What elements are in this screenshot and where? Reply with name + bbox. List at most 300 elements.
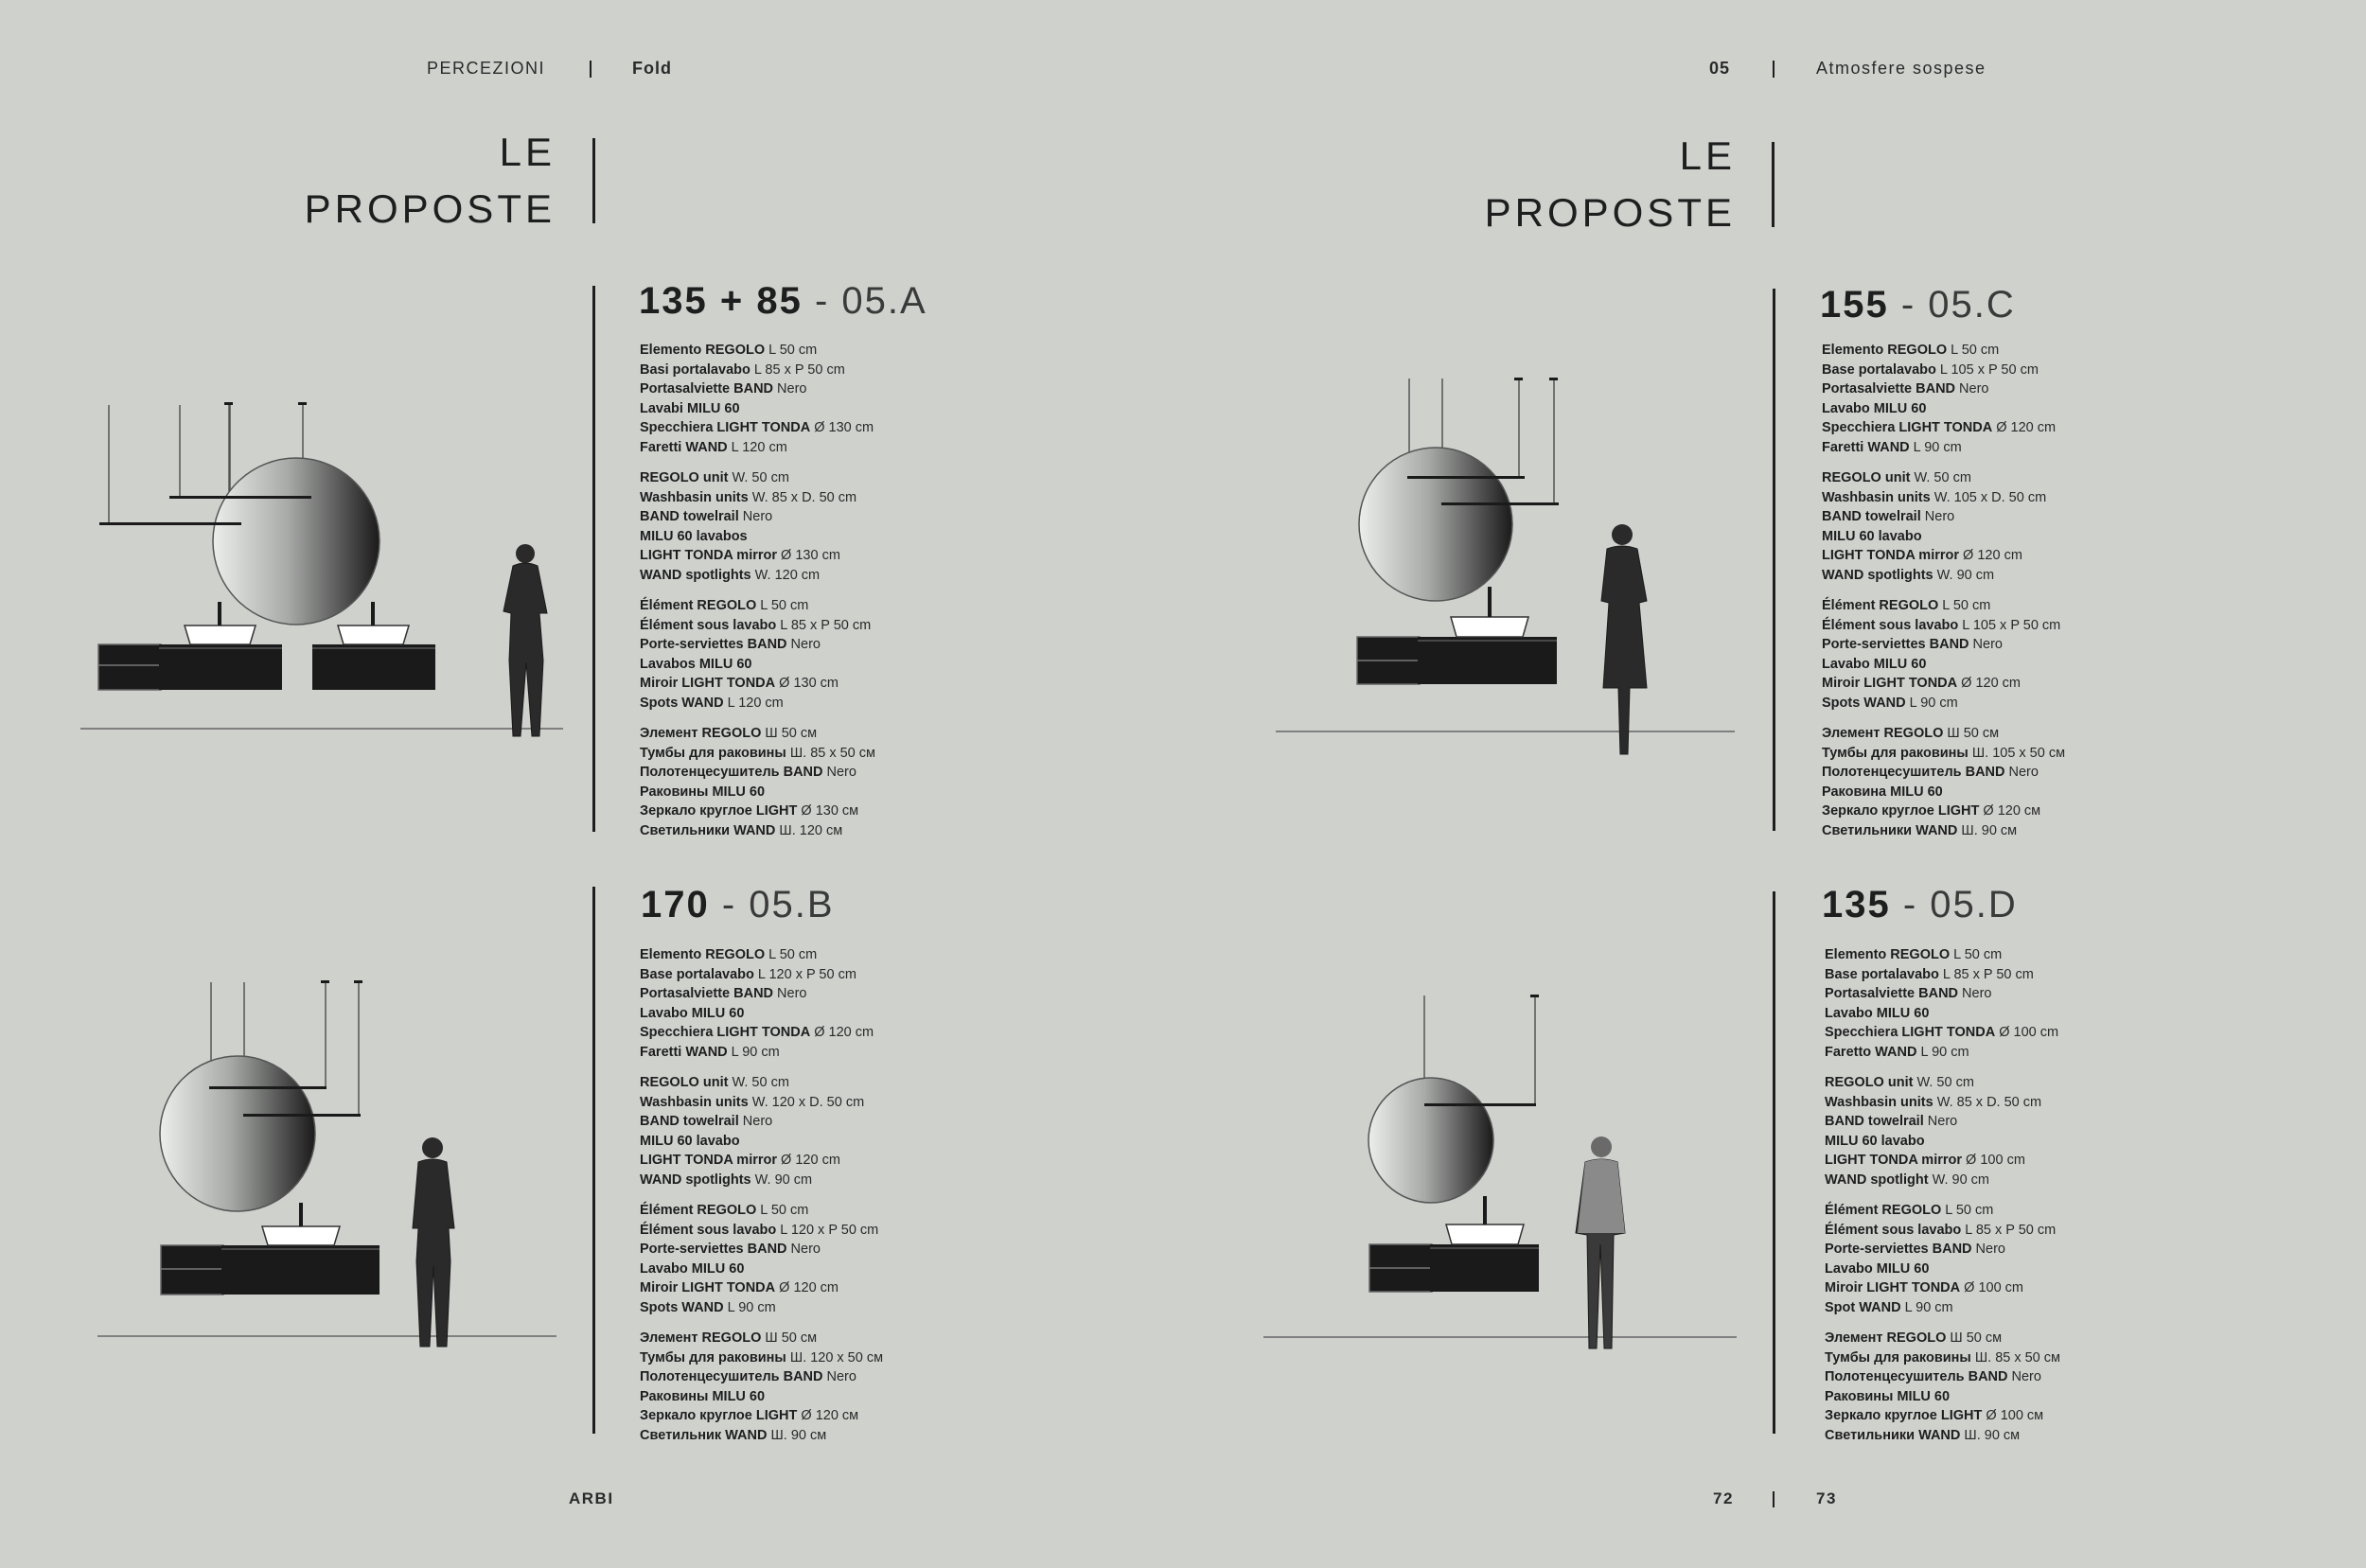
spec-line (1825, 1151, 2060, 1171)
spec-item-value: Nero (1969, 637, 2003, 652)
spec-line (640, 566, 875, 586)
spec-item-value: Ш 50 см (1943, 726, 2000, 741)
washbasin (262, 1226, 340, 1245)
spec-item-value: Ø 100 cm (1995, 1025, 2059, 1040)
section-a-title (639, 278, 927, 324)
spec-line (640, 1278, 883, 1298)
spec-item-name: Spots WAND (640, 1299, 724, 1315)
spec-line (640, 1004, 883, 1024)
washbasin-unit (1430, 1244, 1539, 1292)
spec-item-value: Nero (1971, 1242, 2005, 1257)
spec-line (1825, 1093, 2060, 1113)
spec-item-name: BAND towelrail (1825, 1114, 1924, 1129)
spec-item-value: Nero (786, 637, 821, 652)
section-a-code: - 05.A (802, 280, 927, 322)
spec-line (640, 821, 875, 841)
page-number-right: 73 (1816, 1489, 1837, 1507)
spec-line (1822, 763, 2065, 783)
section-c-size: 155 (1820, 284, 1889, 326)
spec-line (640, 488, 875, 508)
spec-item-name: Basi portalavabo (640, 361, 750, 378)
spec-item-value: Nero (773, 381, 807, 396)
spec-group (1822, 468, 2065, 585)
spec-item-name: Élément REGOLO (640, 598, 757, 613)
spec-line (1825, 965, 2060, 985)
spec-item-value: W. 90 cm (1933, 567, 1995, 583)
spec-item-name: BAND towelrail (640, 509, 739, 524)
spec-group (1822, 724, 2065, 840)
spec-item-name: WAND spotlights (640, 567, 751, 583)
spec-item-name: Элемент REGOLO (640, 726, 762, 741)
spec-item-name: Тумбы для раковины (1825, 1349, 1971, 1365)
spec-line (1822, 674, 2065, 694)
spec-item-name: Base portalavabo (1825, 966, 1939, 982)
page-title-line-1: LE (499, 130, 556, 174)
spec-line (1822, 468, 2065, 488)
spec-item-name: Washbasin units (1822, 489, 1931, 505)
spec-item-value: Ø 130 cm (775, 676, 839, 691)
spec-line (1825, 1406, 2060, 1426)
spec-item-value: Nero (822, 1369, 856, 1384)
spec-item-name: Base portalavabo (640, 966, 754, 982)
round-mirror (160, 1056, 315, 1211)
spec-item-name: Specchiera LIGHT TONDA (1825, 1025, 1996, 1040)
spec-item-value: Nero (1955, 381, 1989, 396)
spec-item-name: LIGHT TONDA mirror (1822, 548, 1960, 563)
spec-item-name: Lavabo MILU 60 (640, 1260, 745, 1277)
spec-group (640, 724, 875, 840)
spec-item-value: Ø 120 см (797, 1408, 859, 1423)
spec-line (1822, 379, 2065, 399)
spec-item-value: L 90 cm (1916, 1044, 1969, 1060)
spec-line (1822, 616, 2065, 636)
spec-item-name: Faretti WAND (1822, 439, 1910, 455)
spec-line (640, 674, 875, 694)
spec-item-value: L 105 x P 50 cm (1958, 617, 2061, 633)
header-section-label: PERCEZIONI (427, 59, 546, 78)
spec-line (1822, 438, 2065, 458)
spec-item-value: Ø 130 cm (777, 548, 840, 563)
spec-item-value: Nero (2007, 1369, 2041, 1384)
spec-item-value: Nero (738, 1114, 773, 1129)
title-bar-left (592, 138, 595, 223)
spec-item-name: REGOLO unit (640, 470, 729, 485)
spec-line (1825, 1260, 2060, 1279)
spec-group (1825, 1201, 2060, 1317)
spec-line (640, 1112, 883, 1132)
spec-line (1822, 744, 2065, 764)
page-number-left: 72 (1713, 1489, 1734, 1507)
spec-item-value: Ø 120 cm (810, 1025, 874, 1040)
spec-line (1822, 724, 2065, 744)
spec-item-name: Lavabi MILU 60 (640, 400, 740, 416)
spec-line (1822, 399, 2065, 419)
spec-item-name: Элемент REGOLO (1825, 1330, 1947, 1346)
section-b-specs (640, 945, 883, 1456)
washbasin (1446, 1224, 1524, 1244)
spec-item-name: Тумбы для раковины (640, 745, 786, 761)
spec-item-name: Spots WAND (1822, 695, 1906, 711)
spec-item-value: Ш. 85 x 50 см (786, 745, 875, 761)
spec-item-value: Nero (773, 986, 807, 1001)
spec-line (640, 1329, 883, 1348)
spec-line (1825, 1023, 2060, 1043)
spec-item-value: L 50 cm (765, 947, 818, 962)
spec-item-name: Porte-serviettes BAND (1825, 1242, 1972, 1257)
spec-item-value: Ш. 120 см (775, 822, 843, 838)
spec-line (1825, 1171, 2060, 1190)
spec-group (1822, 596, 2065, 713)
spec-item-value: Ш 50 см (761, 726, 818, 741)
spec-line (1822, 546, 2065, 566)
spec-group (1825, 945, 2060, 1062)
section-b-illustration (90, 975, 573, 1372)
spec-item-name: BAND towelrail (1822, 509, 1921, 524)
spec-line (640, 984, 883, 1004)
section-c-rule (1773, 289, 1775, 831)
spec-item-name: Elemento REGOLO (640, 343, 766, 358)
spec-item-name: Porte-serviettes BAND (1822, 637, 1969, 652)
page-title-right (1485, 128, 1736, 241)
spec-item-value: Ш 50 см (761, 1330, 818, 1346)
spec-group (1825, 1073, 2060, 1189)
spec-line (1825, 1298, 2060, 1318)
section-d-code: - 05.D (1890, 884, 2018, 925)
spec-item-name: Полотенцесушитель BAND (1822, 765, 2005, 780)
wand-spotlight (99, 522, 241, 525)
spec-item-value: Ø 120 см (1979, 803, 2041, 819)
header-chapter-label: Atmosfere sospese (1816, 59, 1986, 78)
spec-line (640, 1426, 883, 1446)
spec-group (640, 596, 875, 713)
spec-item-name: Portasalviette BAND (640, 381, 774, 396)
spec-item-value: L 50 cm (756, 598, 809, 613)
spec-line (1822, 527, 2065, 547)
spec-item-name: Portasalviette BAND (1822, 381, 1956, 396)
spec-item-name: WAND spotlights (1822, 567, 1933, 583)
spec-line (640, 945, 883, 965)
spec-item-name: Faretti WAND (640, 1044, 728, 1060)
section-d-title (1822, 882, 2018, 927)
spec-group (640, 341, 875, 457)
spec-item-name: Lavabo MILU 60 (1825, 1005, 1930, 1021)
spec-item-value: W. 85 x D. 50 cm (748, 489, 857, 505)
spec-item-name: Élément sous lavabo (1825, 1222, 1962, 1238)
spec-item-name: Lavabo MILU 60 (640, 1005, 745, 1021)
section-a-illustration (76, 388, 577, 766)
spec-item-value: W. 90 cm (750, 1172, 813, 1188)
spec-item-value: L 90 cm (1905, 695, 1958, 711)
spec-item-value: L 50 cm (1950, 947, 2003, 962)
section-b-size: 170 (641, 884, 710, 925)
washbasin (1451, 617, 1528, 637)
spec-item-name: Washbasin units (640, 489, 749, 505)
spec-item-value: W. 85 x D. 50 cm (1933, 1094, 2042, 1110)
spec-item-value: Ø 120 cm (1957, 676, 2022, 691)
spec-item-name: Раковина MILU 60 (1822, 784, 1943, 800)
spec-item-value: L 90 cm (1909, 439, 1962, 455)
wand-spotlight (1424, 1103, 1536, 1106)
spec-line (640, 694, 875, 714)
spec-item-value: Ш. 90 см (767, 1427, 827, 1443)
wand-spotlight (209, 1086, 327, 1089)
spec-item-value: Ш. 120 x 50 см (786, 1349, 884, 1365)
footer-brand: ARBI (569, 1489, 614, 1507)
section-c-illustration (1268, 369, 1751, 766)
spec-item-name: Elemento REGOLO (640, 947, 766, 962)
spec-line (640, 635, 875, 655)
spec-item-value: Nero (786, 1242, 821, 1257)
spec-group (640, 1201, 883, 1317)
spec-item-value: W. 120 cm (750, 567, 821, 583)
spec-item-name: Washbasin units (640, 1094, 749, 1110)
spec-item-name: Washbasin units (1825, 1094, 1933, 1110)
spec-item-name: Полотенцесушитель BAND (640, 765, 823, 780)
spec-item-value: W. 105 x D. 50 cm (1930, 489, 2047, 505)
spec-item-value: L 90 cm (1900, 1299, 1953, 1315)
spec-item-value: Nero (1923, 1114, 1958, 1129)
spec-item-name: REGOLO unit (1825, 1075, 1914, 1090)
person-figure (1601, 524, 1647, 754)
washbasin-unit (1418, 637, 1557, 684)
spec-item-value: L 120 x P 50 cm (753, 966, 856, 982)
spec-item-value: L 85 x P 50 cm (750, 361, 845, 378)
spec-item-name: Elemento REGOLO (1822, 343, 1948, 358)
spec-line (640, 763, 875, 783)
spec-item-value: Ø 130 см (797, 803, 859, 819)
spec-item-value: L 85 x P 50 cm (1961, 1222, 2057, 1238)
spec-line (1825, 1004, 2060, 1024)
spec-line (640, 379, 875, 399)
section-b-title (641, 882, 835, 927)
spec-item-name: WAND spotlight (1825, 1172, 1929, 1188)
spec-item-name: MILU 60 lavabo (1825, 1133, 1925, 1149)
spec-item-name: MILU 60 lavabo (640, 1133, 740, 1149)
spec-item-name: Specchiera LIGHT TONDA (1822, 420, 1993, 435)
spec-item-name: Porte-serviettes BAND (640, 1242, 787, 1257)
header-collection-title: Fold (632, 59, 672, 78)
spec-item-name: Тумбы для раковины (640, 1349, 786, 1365)
spec-group (640, 945, 883, 1062)
spec-line (640, 965, 883, 985)
spec-item-value: Ø 130 cm (810, 420, 874, 435)
spec-line (640, 527, 875, 547)
person-figure (413, 1137, 454, 1347)
header-divider-left (590, 61, 592, 78)
spec-item-name: WAND spotlights (640, 1172, 751, 1188)
wand-spotlight (1441, 502, 1559, 505)
spec-line (640, 1406, 883, 1426)
spec-item-name: Faretti WAND (640, 439, 728, 455)
section-a-specs (640, 341, 875, 852)
spec-item-value: L 90 cm (723, 1299, 776, 1315)
spec-item-name: Lavabo MILU 60 (1822, 400, 1927, 416)
spec-item-value: L 120 cm (723, 695, 784, 711)
spec-item-value: L 50 cm (1938, 598, 1991, 613)
spec-item-value: L 50 cm (1941, 1203, 1994, 1218)
spec-group (640, 1073, 883, 1189)
washbasin (338, 625, 409, 644)
spec-line (640, 341, 875, 361)
spec-item-name: Portasalviette BAND (1825, 986, 1959, 1001)
spec-item-value: L 50 cm (765, 343, 818, 358)
spec-line (640, 802, 875, 821)
spec-item-value: Ø 120 cm (775, 1280, 839, 1295)
spec-line (1825, 1240, 2060, 1260)
page-title-line-2: PROPOSTE (1484, 190, 1736, 235)
spec-item-value: Ш. 85 x 50 см (1970, 1349, 2060, 1365)
washbasin-unit (159, 644, 282, 690)
wand-spotlight (169, 496, 311, 499)
spec-item-value: Ø 120 cm (1959, 548, 2022, 563)
spec-item-name: Spot WAND (1825, 1299, 1901, 1315)
spec-item-value: W. 50 cm (728, 470, 789, 485)
spec-line (1825, 1201, 2060, 1221)
spec-item-name: Base portalavabo (1822, 361, 1936, 378)
section-d-illustration (1259, 984, 1751, 1372)
spec-line (640, 1240, 883, 1260)
spec-line (1825, 1426, 2060, 1446)
spec-line (1822, 418, 2065, 438)
spec-item-name: Раковины MILU 60 (640, 1388, 766, 1404)
spec-item-value: L 90 cm (727, 1044, 780, 1060)
spec-item-value: L 120 cm (727, 439, 787, 455)
washbasin-unit (312, 644, 435, 690)
spec-item-name: Miroir LIGHT TONDA (1825, 1280, 1961, 1295)
spec-line (1825, 1278, 2060, 1298)
spec-line (1825, 1132, 2060, 1152)
wand-spotlight (243, 1114, 361, 1117)
spec-item-name: Élément REGOLO (1822, 598, 1939, 613)
spec-item-value: Nero (1920, 509, 1955, 524)
spec-item-name: MILU 60 lavabo (1822, 528, 1922, 544)
spec-item-name: Specchiera LIGHT TONDA (640, 1025, 811, 1040)
spec-line (640, 418, 875, 438)
spec-line (640, 616, 875, 636)
spec-item-name: Зеркало круглое LIGHT (1822, 803, 1980, 819)
footer-divider (1773, 1491, 1774, 1507)
spec-line (640, 1132, 883, 1152)
spec-line (640, 1260, 883, 1279)
spec-item-name: Miroir LIGHT TONDA (640, 1280, 776, 1295)
spec-line (1822, 655, 2065, 675)
page-title-line-1: LE (1679, 133, 1736, 178)
spec-item-value: W. 50 cm (1913, 1075, 1974, 1090)
spec-line (640, 1023, 883, 1043)
section-d-specs (1825, 945, 2060, 1456)
spec-line (640, 1201, 883, 1221)
spec-item-name: Тумбы для раковины (1822, 745, 1969, 761)
spec-item-value: W. 90 cm (1928, 1172, 1990, 1188)
header-divider-right (1773, 61, 1774, 78)
spec-item-value: Ø 100 см (1982, 1408, 2044, 1423)
spec-line (1822, 361, 2065, 380)
round-mirror (1368, 1078, 1493, 1203)
spec-item-name: BAND towelrail (640, 1114, 739, 1129)
spec-item-name: Elemento REGOLO (1825, 947, 1951, 962)
spec-line (1822, 802, 2065, 821)
page-title-line-2: PROPOSTE (304, 186, 556, 231)
spec-line (1822, 635, 2065, 655)
spec-item-name: Светильники WAND (1825, 1427, 1961, 1443)
spec-item-name: LIGHT TONDA mirror (640, 548, 778, 563)
spec-line (1822, 694, 2065, 714)
spec-line (1822, 783, 2065, 802)
spec-group (640, 468, 875, 585)
spec-line (1825, 1367, 2060, 1387)
spec-item-value: Ø 100 cm (1962, 1153, 2025, 1168)
section-c-specs (1822, 341, 2065, 852)
section-d-size: 135 (1822, 884, 1891, 925)
section-b-code: - 05.B (709, 884, 835, 925)
spec-line (640, 1043, 883, 1063)
spec-item-value: L 50 cm (756, 1203, 809, 1218)
spec-item-name: REGOLO unit (1822, 470, 1911, 485)
spec-item-name: Элемент REGOLO (1822, 726, 1944, 741)
spec-line (1825, 1221, 2060, 1241)
spec-line (1822, 488, 2065, 508)
spec-item-name: Spots WAND (640, 695, 724, 711)
spec-item-value: W. 50 cm (728, 1075, 789, 1090)
spec-line (640, 655, 875, 675)
spec-item-name: Светильник WAND (640, 1427, 768, 1443)
round-mirror (1359, 448, 1512, 601)
spec-line (1825, 984, 2060, 1004)
spec-item-value: Ш. 90 см (1957, 822, 2018, 838)
spec-line (640, 724, 875, 744)
spec-item-name: LIGHT TONDA mirror (1825, 1153, 1963, 1168)
spec-group (1822, 341, 2065, 457)
spec-item-name: Porte-serviettes BAND (640, 637, 787, 652)
spec-item-value: Nero (822, 765, 856, 780)
regolo-element (161, 1245, 223, 1295)
spec-group (1825, 1329, 2060, 1445)
spec-item-value: W. 50 cm (1910, 470, 1971, 485)
spec-item-name: Зеркало круглое LIGHT (640, 803, 798, 819)
spec-item-value: L 120 x P 50 cm (776, 1222, 879, 1238)
section-c-title (1820, 282, 2016, 327)
spec-item-value: L 50 cm (1947, 343, 2000, 358)
spec-item-name: Полотенцесушитель BAND (640, 1369, 823, 1384)
spec-line (1822, 341, 2065, 361)
washbasin-unit (221, 1245, 380, 1295)
spec-line (1822, 596, 2065, 616)
spec-line (640, 1348, 883, 1368)
spec-item-value: Ø 100 cm (1960, 1280, 2024, 1295)
title-bar-right (1772, 142, 1774, 227)
spec-line (1822, 566, 2065, 586)
spec-item-name: Элемент REGOLO (640, 1330, 762, 1346)
spec-line (640, 468, 875, 488)
spec-line (1825, 1112, 2060, 1132)
spec-line (1825, 1043, 2060, 1063)
spec-item-value: L 105 x P 50 cm (1935, 361, 2039, 378)
spec-line (640, 399, 875, 419)
spec-line (1825, 1073, 2060, 1093)
spec-item-value: Ш. 90 см (1960, 1427, 2021, 1443)
regolo-element (98, 644, 161, 690)
spec-line (640, 1093, 883, 1113)
person-figure (503, 544, 547, 736)
spec-line (640, 1151, 883, 1171)
spec-item-value: Nero (738, 509, 773, 524)
spec-item-name: Раковины MILU 60 (640, 784, 766, 800)
spec-line (640, 596, 875, 616)
spec-item-name: Faretto WAND (1825, 1044, 1917, 1060)
spec-line (640, 361, 875, 380)
spec-item-name: Зеркало круглое LIGHT (1825, 1408, 1983, 1423)
spec-item-name: Lavabo MILU 60 (1822, 656, 1927, 672)
